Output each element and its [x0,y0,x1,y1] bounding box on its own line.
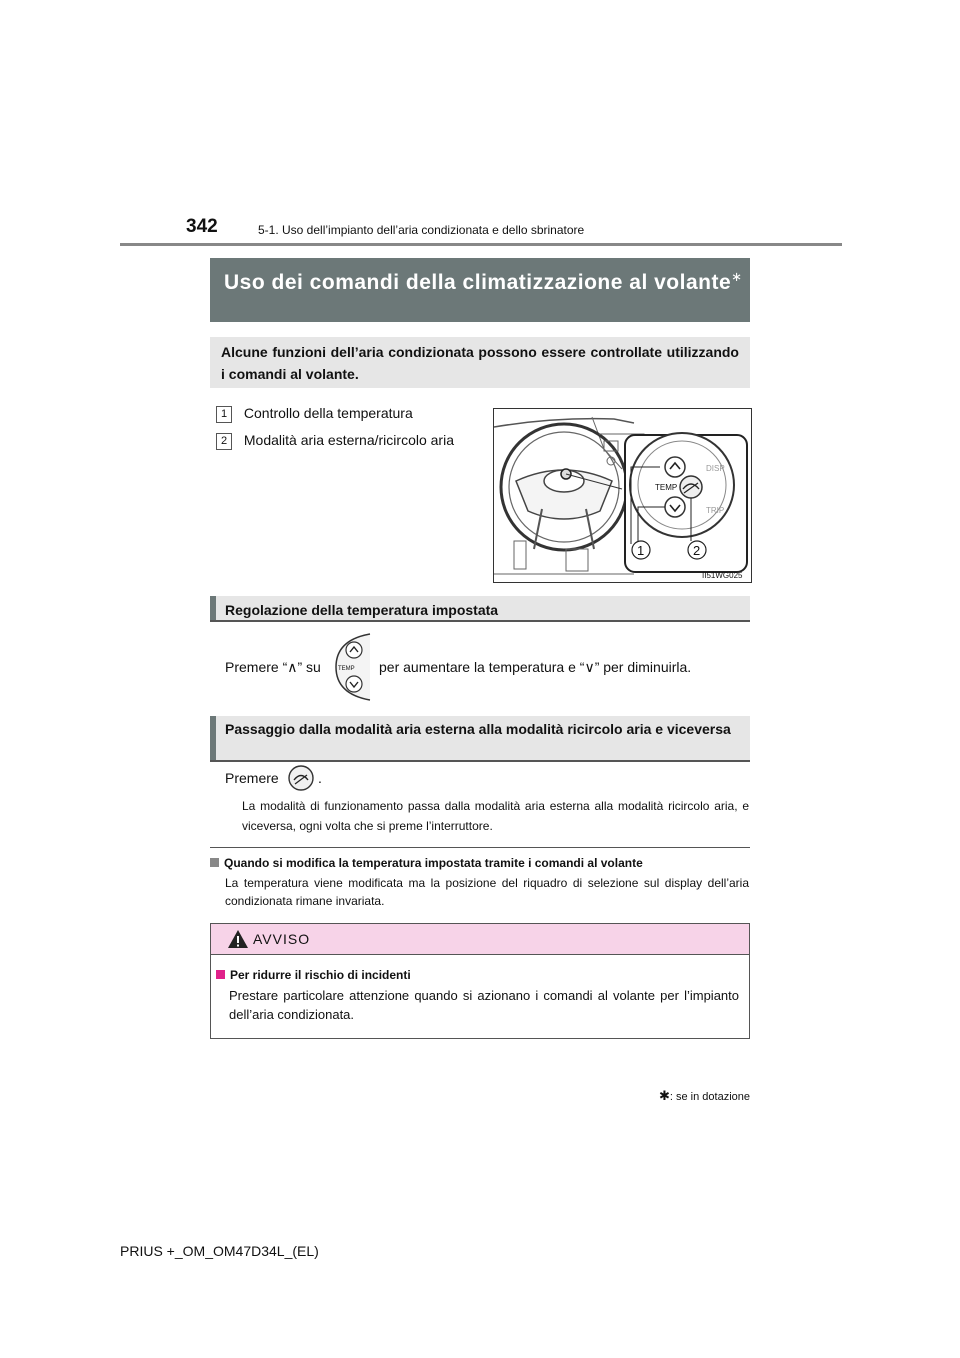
figure-callout-1: 1 [637,543,645,558]
note-bullet-icon [210,858,219,867]
warning-triangle-icon [227,929,249,949]
callout-2 [216,432,454,450]
intro-text: Alcune funzioni dell’aria condizionata possono essere controllate utilizzando i comandi al volante. [221,344,739,382]
figure-callout-2: 2 [693,543,701,558]
warning-text: Prestare particolare attenzione quando si azionano i comandi al volante per l’impianto dell’aria condizionata. [229,988,739,1022]
callout-label: Controllo della temperatura [243,405,413,421]
warning-header [211,924,749,955]
figure-disp-label: DISP [706,464,725,473]
mode-instruction-after: . [318,770,322,786]
warning-label: AVVISO [253,931,311,947]
header-rule [120,243,842,246]
mode-detail-text: La modalità di funzionamento passa dalla modalità aria esterna alla modalità ricircolo aria, e viceversa, ogni volta che si preme l’interruttore. [242,799,749,833]
page-title: Uso dei comandi della climatizzazione al volante∗ [224,269,743,294]
warning-box [210,923,750,1039]
optional-mark: ∗ [731,269,743,284]
section-title: 5-1. Uso dell’impianto dell’aria condizionata e dello sbrinatore [258,223,585,237]
page-title-box [210,258,750,322]
figure-temp-label: TEMP [655,483,678,492]
footnote: ✱: se in dotazione [658,1088,750,1103]
page-number: 342 [186,216,218,237]
mode-instruction-before: Premere [225,770,279,786]
temp-instruction-after: per aumentare la temperatura e “∨” per diminuirla. [379,659,692,675]
subheading-text: Passaggio dalla modalità aria esterna alla modalità ricircolo aria e viceversa [225,721,731,737]
callout-number: 1 [216,406,232,423]
intro-box [210,337,750,388]
recirculation-button-icon [287,764,315,792]
callout-1 [216,405,413,423]
subheading-bar [210,596,216,620]
subheading-temperature [210,596,750,622]
subheading-text: Regolazione della temperatura impostata [225,602,499,618]
callout-label: Modalità aria esterna/ricircolo aria [243,432,454,448]
warning-bullet-icon [216,970,225,979]
note-rule [210,847,750,848]
document-code: PRIUS +_OM_OM47D34L_(EL) [120,1243,319,1259]
footnote-star-icon: ✱ [658,1088,670,1103]
subheading-bar [210,716,216,760]
temp-instruction-before: Premere “∧” su [225,659,321,675]
temp-switch-icon [334,632,372,702]
steering-wheel-illustration [493,408,752,583]
callout-number: 2 [216,433,232,450]
subheading-air-mode [210,716,750,762]
steering-wheel-drawing [494,409,751,582]
temp-icon-label: TEMP [338,666,355,672]
note-title: Quando si modifica la temperatura impostata tramite i comandi al volante [210,856,643,870]
figure-code: II51WG025 [702,571,743,580]
note-text: La temperatura viene modificata ma la posizione del riquadro di selezione sul display dell’aria condizionata rimane invariata. [225,876,749,908]
figure-trip-label: TRIP [706,506,725,515]
warning-title: Per ridurre il rischio di incidenti [216,968,411,982]
